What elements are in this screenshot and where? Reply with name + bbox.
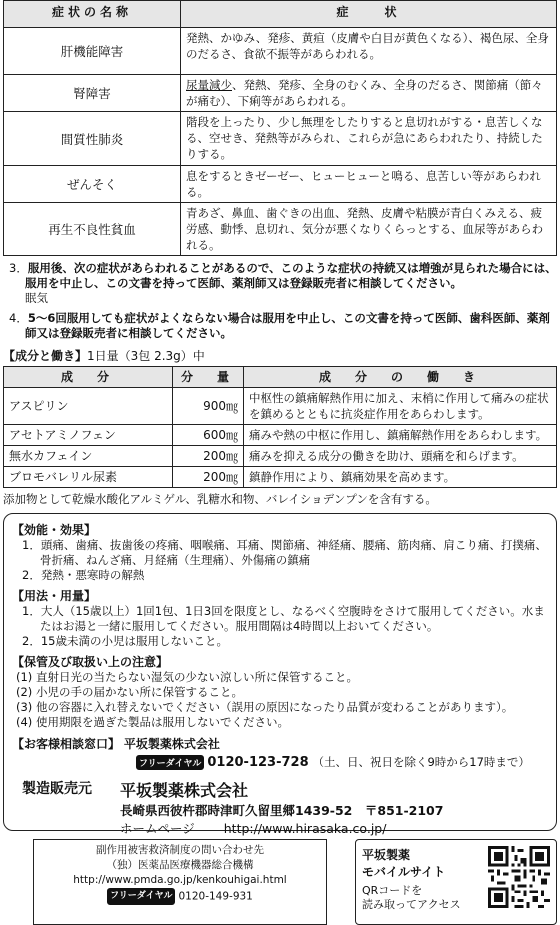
mobile-title1: 平坂製薬 [362, 848, 411, 862]
item-text: 15歳未満の小児は服用しないこと。 [40, 634, 228, 648]
symptom-desc-rest: 、発熱、発疹、全身のむくみ、全身のだるさ、関節痛（節々が痛む）、下痢等があらわれる。 [186, 78, 543, 108]
qr-code-icon[interactable] [488, 846, 550, 908]
item-number: 1． [22, 604, 41, 618]
usage-heading: 【用法・用量】 [12, 589, 97, 603]
item-number: 2． [22, 634, 41, 648]
note-number: 3． [9, 261, 28, 275]
item-text: 頭痛、歯痛、抜歯後の疼痛、咽喉痛、耳痛、関節痛、神経痛、腰痛、筋肉痛、肩こり痛、打撲痛、骨折痛、ねんざ痛、月経痛（生理痛）、外傷痛の鎮痛 [40, 538, 547, 567]
underlined-text: 尿量減少 [186, 78, 232, 92]
ingredient-effect: 中枢性の鎮痛解熱作用に加え、末梢に作用して痛みの症状を鎮めるとともに抗炎症作用をあらわします。 [244, 388, 557, 425]
symptom-desc: 階段を上ったり、少し無理をしたりすると息切れがする・息苦しくなる、空せき、発熱等がみられ、これらが急にあらわれたり、持続したりする。 [181, 112, 557, 166]
free-dial-icon: フリーダイヤル [107, 888, 175, 905]
table-row [4, 28, 557, 75]
contact-phone-row [12, 754, 548, 770]
header-effect: 成 分 の 働 き [244, 367, 557, 388]
item-text: 小児の手の届かない所に保管すること。 [35, 685, 243, 699]
maker-label: 製造販売元 [22, 781, 92, 797]
note-number: 4． [9, 311, 28, 325]
list-item [12, 604, 548, 634]
additives-text: 添加物として乾燥水酸化アルミゲル、乳糖水和物、バレイショデンプンを含有する。 [3, 492, 437, 506]
ingredient-name: 無水カフェイン [4, 446, 173, 467]
ingredient-amount: 900㎎ [173, 388, 244, 425]
relief-line1: 副作用被害救済制度の問い合わせ先 [96, 844, 264, 856]
symptom-name: 間質性肺炎 [4, 112, 181, 166]
list-item [12, 568, 548, 583]
ingredients-label: 【成分と働き】 [3, 349, 88, 363]
note-4 [3, 311, 557, 341]
list-item [12, 538, 548, 568]
contact-company: 平坂製薬株式会社 [123, 737, 220, 751]
ingredient-effect: 痛みを抑える成分の働きを助け、頭痛を和らげます。 [244, 446, 557, 467]
contact-row [12, 735, 548, 752]
item-text: 直射日光の当たらない湿気の少ない涼しい所に保管すること。 [35, 670, 358, 684]
symptom-desc: 息をするときゼーゼー、ヒューヒューと鳴る、息苦しい等があらわれる。 [181, 166, 557, 203]
item-number: (2) [16, 685, 33, 699]
maker-homepage-row [120, 819, 443, 837]
table-row [4, 388, 557, 425]
mobile-site-box [355, 839, 557, 925]
ingredient-amount: 200㎎ [173, 467, 244, 488]
ingredients-table [3, 366, 557, 488]
ingredients-dose: 1日量（3包 2.3g）中 [87, 349, 205, 363]
mobile-text [362, 846, 461, 918]
relief-phone[interactable]: 0120-149-931 [178, 890, 253, 903]
symptoms-table [3, 0, 557, 256]
item-number: (3) [16, 700, 33, 714]
list-item [12, 685, 548, 700]
maker-homepage-label: ホームページ [120, 821, 195, 836]
table-row [4, 446, 557, 467]
ingredient-amount: 200㎎ [173, 446, 244, 467]
symptom-name: 腎障害 [4, 75, 181, 112]
contact-hours: （土、日、祝日を除く9時から17時まで） [312, 755, 530, 769]
header-symptom: 症 状 [181, 1, 557, 28]
header-ingredient: 成 分 [4, 367, 173, 388]
table-row [4, 203, 557, 256]
table-row [4, 467, 557, 488]
symptoms-table-header [4, 1, 557, 28]
item-number: 1． [22, 538, 41, 552]
ingredient-name: アセトアミノフェン [4, 425, 173, 446]
item-number: (1) [16, 670, 33, 684]
symptom-name: 肝機能障害 [4, 28, 181, 75]
ingredients-heading [3, 347, 557, 364]
list-item [12, 670, 548, 685]
ingredient-name: ブロモバレリル尿素 [4, 467, 173, 488]
relief-line2: （独）医薬品医療機器総合機構 [106, 859, 254, 871]
header-amount: 分 量 [173, 367, 244, 388]
mobile-desc1: QRコードを [362, 884, 423, 897]
table-row [4, 75, 557, 112]
maker-address: 長崎県西彼杵郡時津町久留里郷1439-52 〒851-2107 [120, 803, 444, 818]
symptom-name: 再生不良性貧血 [4, 203, 181, 256]
relief-url[interactable]: http://www.pmda.go.jp/kenkouhigai.html [73, 874, 287, 886]
list-item [12, 634, 548, 649]
item-text: 大人（15歳以上）1回1包、1日3回を限度とし、なるべく空腹時をさけて服用してください。水またはお湯と一緒に服用してください。服用間隔は4時間以上おいてください。 [40, 604, 545, 633]
relief-phone-row [36, 888, 324, 905]
list-item [12, 715, 548, 730]
mobile-desc2: 読み取ってアクセス [362, 898, 461, 911]
table-row [4, 112, 557, 166]
symptom-desc: 青あざ、鼻血、歯ぐきの出血、発熱、皮膚や粘膜が青白くみえる、疲労感、動悸、息切れ、気分が悪くなりくらっとする、血尿等があらわれる。 [181, 203, 557, 256]
ingredient-amount: 600㎎ [173, 425, 244, 446]
symptom-desc [181, 75, 557, 112]
maker-url[interactable]: http://www.hirasaka.co.jp/ [223, 821, 387, 836]
free-dial-icon: フリーダイヤル [136, 755, 204, 770]
storage-heading: 【保管及び取扱い上の注意】 [12, 655, 169, 669]
maker-company: 平坂製薬株式会社 [120, 781, 249, 800]
relief-system-box [33, 839, 327, 925]
note-extra: 眠気 [25, 291, 48, 305]
symptom-desc: 発熱、かゆみ、発疹、黄疸（皮膚や白目が黄色くなる）、褐色尿、全身のだるさ、食欲不振等があらわれる。 [181, 28, 557, 75]
contact-phone[interactable]: 0120-123-728 [207, 755, 309, 770]
note-text: 服用後、次の症状があらわれることがあるので、このような症状の持続又は増強が見られた場合には、服用を中止し、この文書を持って医師、薬剤師又は登録販売者に相談してください。 [25, 261, 557, 290]
ingredient-effect: 鎮静作用により、鎮痛効果を高めます。 [244, 467, 557, 488]
ingredient-name: アスピリン [4, 388, 173, 425]
bottom-row [3, 839, 557, 925]
item-text: 他の容器に入れ替えないでください（誤用の原因になったり品質が変わることがあります）。 [35, 700, 514, 714]
list-item [12, 700, 548, 715]
table-row [4, 166, 557, 203]
note-text: 5～6回服用しても症状がよくならない場合は服用を中止し、この文書を持って医師、歯科医師、薬剤師又は登録販売者に相談してください。 [25, 311, 550, 340]
item-text: 使用期限を過ぎた製品は服用しないでください。 [35, 715, 289, 729]
item-number: (4) [16, 715, 33, 729]
ingredients-table-header [4, 367, 557, 388]
note-3 [3, 261, 557, 306]
symptom-name: ぜんそく [4, 166, 181, 203]
outer-box-info [3, 513, 557, 836]
contact-label: 【お客様相談窓口】 [12, 737, 121, 751]
efficacy-heading: 【効能・効果】 [12, 523, 97, 537]
maker-block [12, 778, 548, 837]
table-row [4, 425, 557, 446]
header-symptom-name: 症状の名称 [4, 1, 181, 28]
ingredient-effect: 痛みや熱の中枢に作用し、鎮痛解熱作用をあらわします。 [244, 425, 557, 446]
item-text: 発熱・悪寒時の解熱 [40, 568, 145, 582]
item-number: 2． [22, 568, 41, 582]
maker-info [120, 778, 443, 837]
mobile-title2: モバイルサイト [362, 865, 446, 879]
